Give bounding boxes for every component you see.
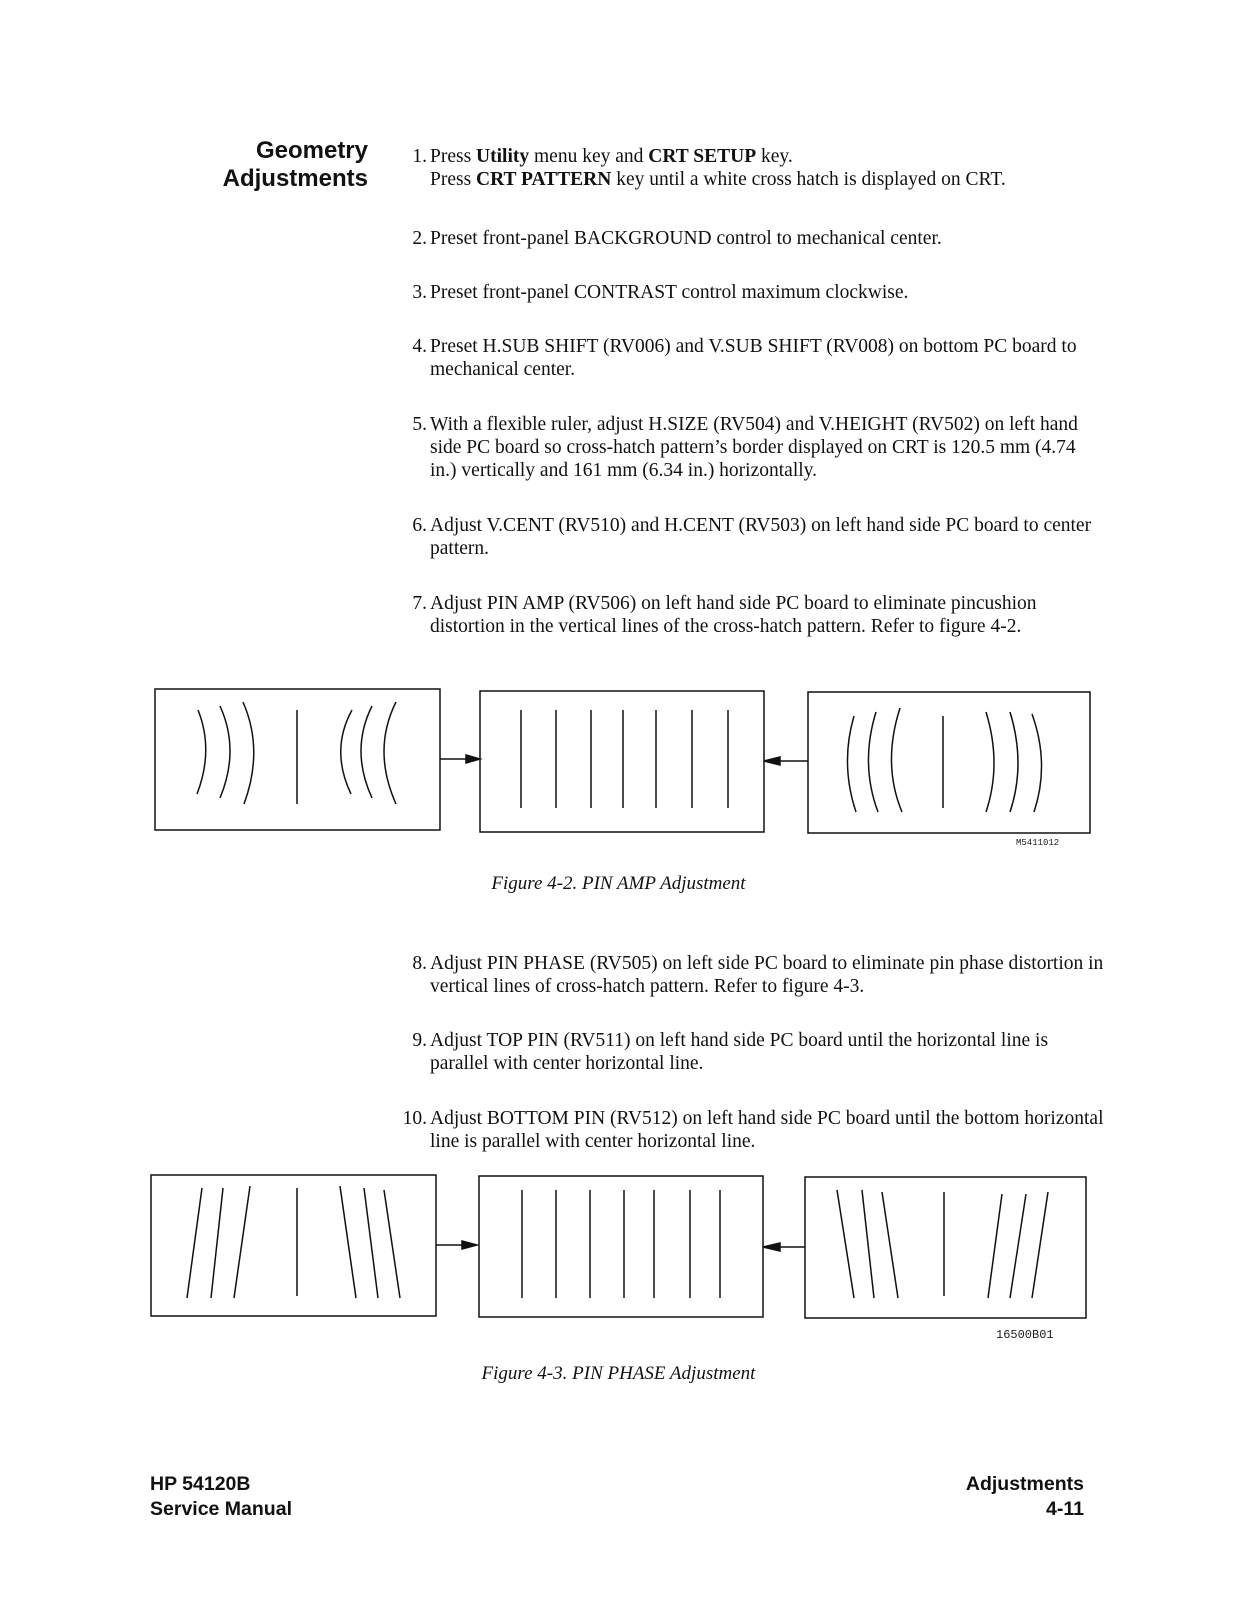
footer-page-number: 4-11 xyxy=(1046,1498,1084,1520)
step-10 xyxy=(395,1107,1105,1153)
step-text: With a flexible ruler, adjust H.SIZE (RV504) and V.HEIGHT (RV502) on left hand side PC board so cross-hatch pattern’s border displayed on CRT is 120.5 mm (4.74 in.) vertically and 161 mm (6.34 in.) horizontally. xyxy=(430,414,1078,481)
step-8 xyxy=(395,952,1105,998)
step-number: 3. xyxy=(412,282,427,303)
key-name-crt-setup: CRT SETUP xyxy=(648,146,757,167)
step-text: Adjust TOP PIN (RV511) on left hand side PC board until the horizontal line is parallel with center horizontal line. xyxy=(430,1030,1049,1074)
step-text: Preset front-panel BACKGROUND control to mechanical center. xyxy=(430,228,942,249)
step-text: Adjust V.CENT (RV510) and H.CENT (RV503) on left hand side PC board to center pattern. xyxy=(430,515,1092,559)
figure-code: 16500B01 xyxy=(996,1328,1054,1342)
figure-code: M5411012 xyxy=(1016,838,1060,848)
step-9 xyxy=(395,1029,1105,1075)
footer-chapter: Adjustments xyxy=(965,1473,1084,1495)
step-text: Adjust PIN AMP (RV506) on left hand side PC board to eliminate pincushion distortion in the vertical lines of the cross-hatch pattern. Refer to figure 4-2. xyxy=(430,593,1037,637)
step-1 xyxy=(395,145,1105,191)
step-text: Press xyxy=(430,146,477,167)
footer-manual-title: Service Manual xyxy=(150,1498,292,1520)
figure-caption: Figure 4-3. PIN PHASE Adjustment xyxy=(481,1363,756,1384)
step-3 xyxy=(395,281,1105,304)
step-number: 5. xyxy=(412,414,427,435)
figure-caption: Figure 4-2. PIN AMP Adjustment xyxy=(491,873,746,894)
step-number: 10. xyxy=(402,1108,427,1129)
step-text: key. xyxy=(756,146,793,167)
step-text: Preset H.SUB SHIFT (RV006) and V.SUB SHIFT (RV008) on bottom PC board to mechanical center. xyxy=(430,336,1077,380)
crt-panel-slant-outward xyxy=(805,1177,1086,1318)
step-text: menu key and xyxy=(529,146,649,167)
arrow-left-icon xyxy=(763,1243,805,1251)
step-number: 1. xyxy=(412,146,427,167)
step-2 xyxy=(395,227,1105,250)
step-7 xyxy=(395,592,1105,638)
section-heading xyxy=(150,137,368,193)
footer-left xyxy=(150,1472,292,1522)
step-number: 2. xyxy=(412,228,427,249)
arrow-left-icon xyxy=(764,757,808,765)
step-text: Preset front-panel CONTRAST control maximum clockwise. xyxy=(430,282,909,303)
step-text: Press xyxy=(430,169,477,190)
crt-panel-pincushion xyxy=(808,692,1090,833)
step-text: Adjust BOTTOM PIN (RV512) on left hand side PC board until the bottom horizontal line is parallel with center horizontal line. xyxy=(430,1108,1104,1152)
step-number: 9. xyxy=(412,1030,427,1051)
key-name-utility: Utility xyxy=(476,146,530,167)
step-4 xyxy=(395,335,1105,381)
step-5 xyxy=(395,413,1105,482)
step-6 xyxy=(395,514,1105,560)
figure-pin-amp xyxy=(150,686,1095,836)
step-number: 6. xyxy=(412,515,427,536)
step-number: 4. xyxy=(412,336,427,357)
crt-panel-straight xyxy=(480,691,764,832)
section-heading-line2: Adjustments xyxy=(222,165,368,192)
step-text: key until a white cross hatch is displayed on CRT. xyxy=(611,169,1006,190)
step-text: Adjust PIN PHASE (RV505) on left side PC board to eliminate pin phase distortion in vertical lines of cross-hatch pattern. Refer to figure 4-3. xyxy=(430,953,1104,997)
arrow-right-icon xyxy=(440,755,480,763)
footer-right xyxy=(966,1472,1084,1522)
figure-pin-phase xyxy=(150,1172,1095,1320)
crt-panel-slant-inward xyxy=(151,1175,436,1316)
step-number: 7. xyxy=(412,593,427,614)
footer-model: HP 54120B xyxy=(150,1473,251,1495)
key-name-crt-pattern: CRT PATTERN xyxy=(476,169,612,190)
crt-panel-barrel xyxy=(155,689,440,830)
crt-panel-straight xyxy=(479,1176,763,1317)
section-heading-line1: Geometry xyxy=(255,137,368,164)
step-number: 8. xyxy=(412,953,427,974)
arrow-right-icon xyxy=(436,1241,477,1249)
